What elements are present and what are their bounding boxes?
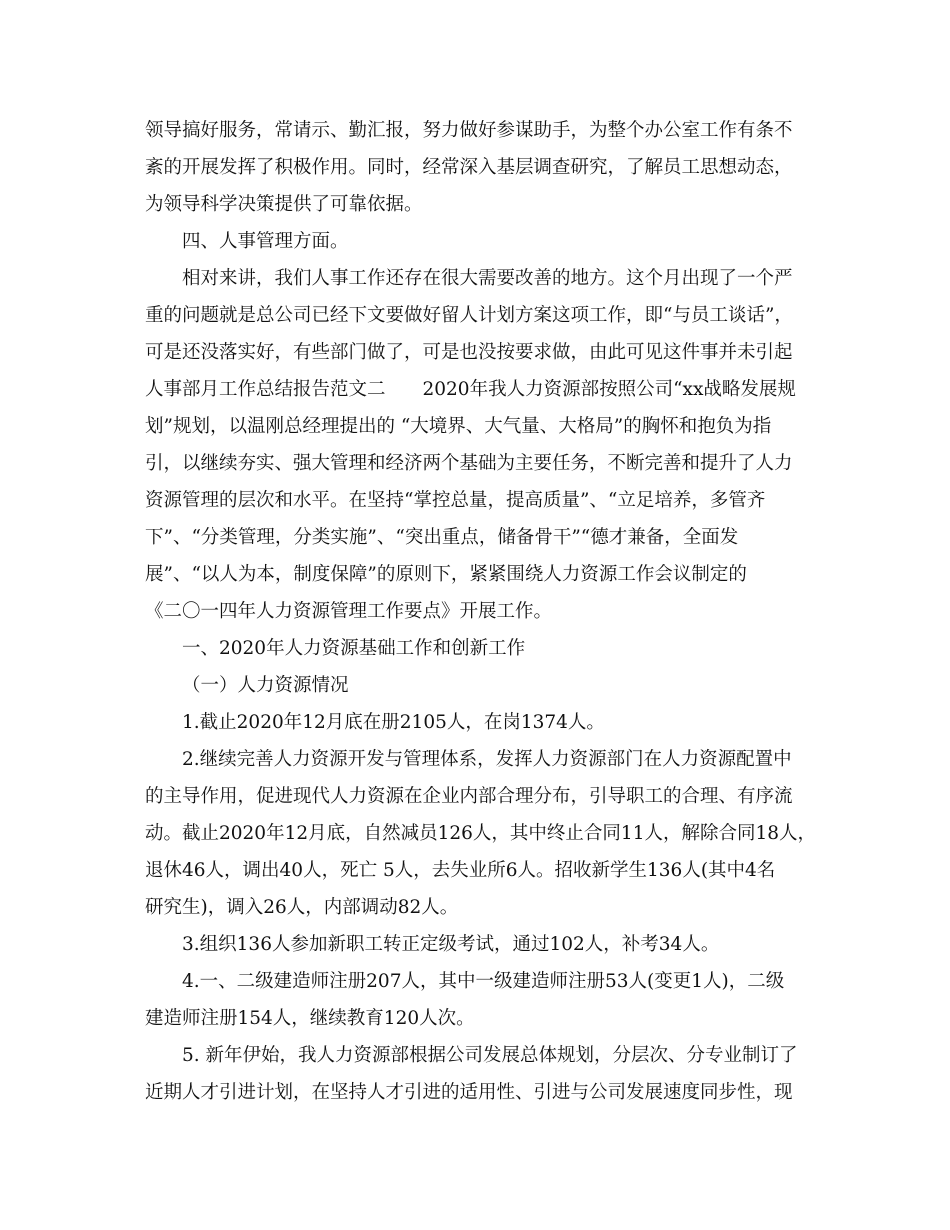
text-line: 相对来讲，我们人事工作还存在很大需要改善的地方。这个月出现了一个严 bbox=[182, 268, 793, 289]
text-line: 紊的开展发挥了积极作用。同时，经常深入基层调查研究，了解员工思想动态， bbox=[145, 157, 793, 178]
text-line: 2.继续完善人力资源开发与管理体系，发挥人力资源部门在人力资源配置中 bbox=[182, 749, 792, 770]
text-line: 4.一、二级建造师注册207人，其中一级建造师注册53人(变更1人)，二级 bbox=[182, 971, 785, 992]
text-line: 可是还没落实好，有些部门做了，可是也没按要求做，由此可见这件事并未引起 bbox=[145, 342, 793, 363]
text-line: 3.组织136人参加新职工转正定级考试，通过102人，补考34人。 bbox=[182, 934, 720, 955]
text-line: 四、人事管理方面。 bbox=[182, 231, 349, 252]
text-line: 5. 新年伊始，我人力资源部根据公司发展总体规划，分层次、分专业制订了 bbox=[182, 1045, 798, 1066]
text-line: 下”、“分类管理，分类实施”、“突出重点，储备骨干”“德才兼备，全面发 bbox=[145, 527, 739, 548]
text-line: 展”、“以人为本，制度保障”的原则下，紧紧围绕人力资源工作会议制定的 bbox=[145, 564, 747, 585]
text-line: 资源管理的层次和水平。在坚持“掌控总量，提高质量”、“立足培养，多管齐 bbox=[145, 490, 766, 511]
text-line: （一）人力资源情况 bbox=[182, 675, 349, 696]
text-line: 划”规划，以温刚总经理提出的 “大境界、大气量、大格局”的胸怀和抱负为指 bbox=[145, 416, 772, 437]
text-line: 1.截止2020年12月底在册2105人，在岗1374人。 bbox=[182, 712, 605, 733]
text-line: 的主导作用，促进现代人力资源在企业内部合理分布，引导职工的合理、有序流 bbox=[145, 786, 793, 807]
text-line: 一、2020年人力资源基础工作和创新工作 bbox=[182, 638, 526, 659]
text-line: 研究生)，调入26人，内部调动82人。 bbox=[145, 897, 459, 918]
text-line: 《二〇一四年人力资源管理工作要点》开展工作。 bbox=[145, 601, 553, 622]
text-line: 引，以继续夯实、强大管理和经济两个基础为主要任务，不断完善和提升了人力 bbox=[145, 453, 793, 474]
document-body bbox=[145, 112, 815, 1111]
text-line: 近期人才引进计划，在坚持人才引进的适用性、引进与公司发展速度同步性，现 bbox=[145, 1082, 793, 1103]
text-line: 人事部月工作总结报告范文二 2020年我人力资源部按照公司“xx战略发展规 bbox=[145, 379, 796, 400]
text-line: 退休46人，调出40人，死亡 5人，去失业所6人。招收新学生136人(其中4名 bbox=[145, 860, 776, 881]
text-line: 领导搞好服务，常请示、勤汇报，努力做好参谋助手，为整个办公室工作有条不 bbox=[145, 120, 793, 141]
text-line: 建造师注册154人，继续教育120人次。 bbox=[145, 1008, 475, 1029]
text-line: 为领导科学决策提供了可靠依据。 bbox=[145, 194, 423, 215]
text-line: 重的问题就是总公司已经下文要做好留人计划方案这项工作，即“与员工谈话”， bbox=[145, 305, 793, 326]
text-line: 动。截止2020年12月底，自然减员126人，其中终止合同11人，解除合同18人， bbox=[145, 823, 817, 844]
